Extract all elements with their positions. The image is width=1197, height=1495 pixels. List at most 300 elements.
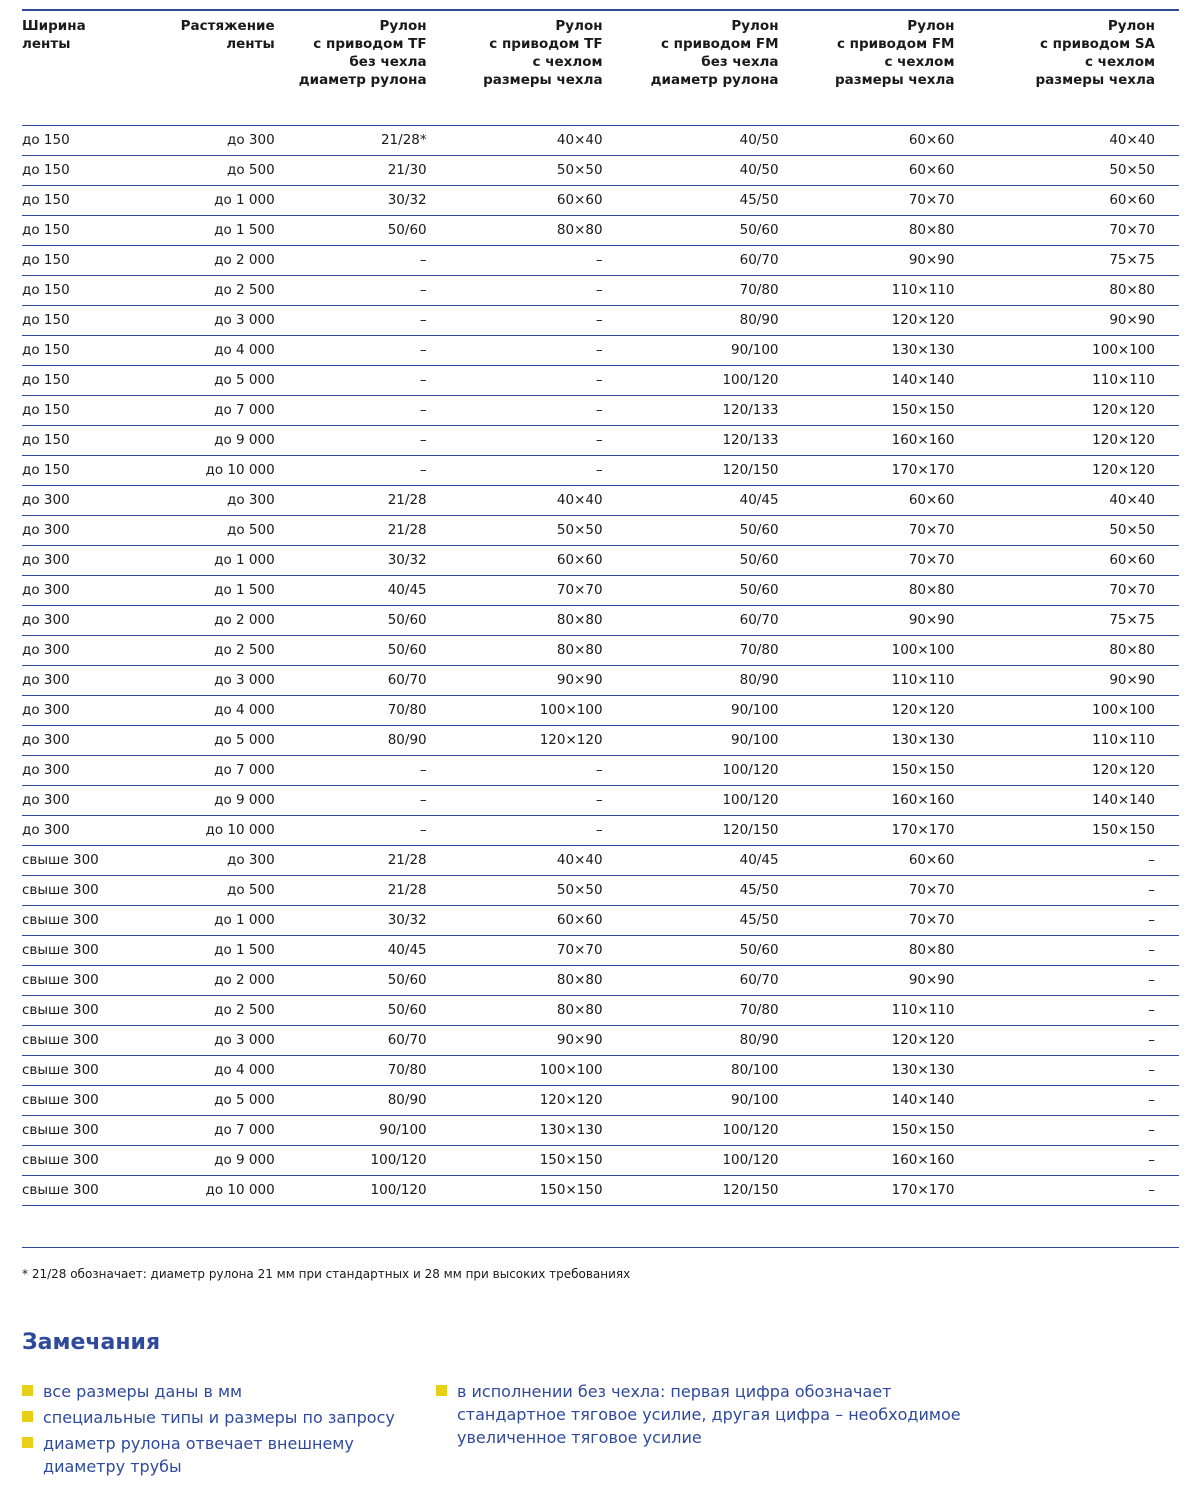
table-cell: 80/90 [275,726,451,756]
table-cell: 50/60 [627,546,803,576]
table-cell: 120×120 [978,756,1179,786]
table-cell: свыше 300 [22,846,124,876]
table-cell: 70×70 [451,576,627,606]
table-cell: 60×60 [451,906,627,936]
table-cell: 60×60 [803,486,979,516]
table-cell: 110×110 [978,726,1179,756]
table-cell: 120×120 [803,1026,979,1056]
table-cell: до 5 000 [124,366,274,396]
table-cell: 90/100 [627,726,803,756]
table-row [22,816,1179,846]
note-text: все размеры даны в мм [43,1382,243,1401]
table-cell: 120×120 [978,396,1179,426]
table-row [22,276,1179,306]
table-cell: до 300 [22,786,124,816]
table-cell: – [978,1146,1179,1176]
table-cell: свыше 300 [22,966,124,996]
table-cell: до 2 000 [124,966,274,996]
table-cell: до 150 [22,126,124,156]
table-cell: 120×120 [803,696,979,726]
table-cell: 90×90 [451,1026,627,1056]
table-cell: 90×90 [803,606,979,636]
table-cell: до 7 000 [124,1116,274,1146]
table-row [22,1086,1179,1116]
table-cell: 90/100 [627,336,803,366]
table-cell: 50/60 [275,216,451,246]
table-cell: 120×120 [978,426,1179,456]
table-cell: 60/70 [275,666,451,696]
table-cell: 170×170 [803,1176,979,1206]
table-cell: до 300 [22,576,124,606]
note-item [22,1432,412,1478]
table-cell: 80×80 [803,216,979,246]
table-cell: 75×75 [978,246,1179,276]
table-cell: 70/80 [275,696,451,726]
table-cell: 160×160 [803,1146,979,1176]
table-cell: – [451,276,627,306]
table-cell: 50/60 [627,516,803,546]
table-row [22,156,1179,186]
table-cell: 75×75 [978,606,1179,636]
table-row [22,786,1179,816]
table-cell: 50×50 [451,876,627,906]
table-cell: до 150 [22,396,124,426]
table-cell: 60/70 [275,1026,451,1056]
table-cell: 70×70 [803,906,979,936]
table-cell: 50/60 [275,606,451,636]
table-row [22,186,1179,216]
table-row [22,846,1179,876]
table-cell: 40/45 [627,846,803,876]
table-cell: 110×110 [803,276,979,306]
table-cell: 40×40 [451,846,627,876]
table-cell: – [275,816,451,846]
table-cell: до 7 000 [124,396,274,426]
note-text: в исполнении без чехла: первая цифра обозначает стандартное тяговое усилие, другая цифра – необходимое увеличенное тяговое усилие [457,1382,961,1447]
table-cell: 21/30 [275,156,451,186]
table-cell: до 150 [22,186,124,216]
table-row [22,546,1179,576]
note-text: диаметр рулона отвечает внешнему диаметру трубы [43,1434,354,1476]
table-cell: 60/70 [627,246,803,276]
table-body [22,126,1179,1206]
table-row [22,1176,1179,1206]
table-cell: до 300 [22,696,124,726]
table-row [22,936,1179,966]
table-cell: 60×60 [803,126,979,156]
notes-title: Замечания [22,1330,161,1355]
table-cell: 70/80 [627,636,803,666]
table-cell: до 10 000 [124,816,274,846]
table-cell: 80×80 [451,636,627,666]
table-cell: до 300 [22,726,124,756]
table-row [22,516,1179,546]
table-cell: 120×120 [451,1086,627,1116]
table-cell: – [451,456,627,486]
table-cell: 120/133 [627,426,803,456]
table-cell: до 300 [22,756,124,786]
table-cell: до 300 [22,486,124,516]
table-cell: 80/90 [627,306,803,336]
table-cell: 50/60 [275,996,451,1026]
table-cell: до 300 [124,486,274,516]
table-cell: до 2 500 [124,996,274,1026]
table-row [22,996,1179,1026]
table-cell: – [451,786,627,816]
table-cell: свыше 300 [22,876,124,906]
table-row [22,366,1179,396]
table-cell: 60/70 [627,966,803,996]
table-cell: свыше 300 [22,1026,124,1056]
table-cell: 100×100 [451,696,627,726]
table-cell: свыше 300 [22,936,124,966]
notes-list-left [22,1380,412,1481]
bottom-rule [22,1247,1179,1248]
table-cell: до 300 [22,816,124,846]
column-header: Рулон с приводом TF без чехла диаметр рулона [275,11,451,126]
table-cell: 150×150 [451,1176,627,1206]
table-row [22,246,1179,276]
table-cell: 40/45 [275,936,451,966]
table-cell: – [451,366,627,396]
table-row [22,756,1179,786]
table-cell: 60×60 [803,156,979,186]
table-cell: 70×70 [803,186,979,216]
note-item [22,1406,412,1429]
table-cell: 40/45 [275,576,451,606]
note-item [22,1380,412,1403]
table-cell: 50/60 [627,216,803,246]
table-cell: 45/50 [627,186,803,216]
table-cell: 80×80 [451,216,627,246]
table-cell: до 300 [22,636,124,666]
table-cell: 50/60 [627,936,803,966]
table-cell: – [275,276,451,306]
table-cell: 160×160 [803,786,979,816]
square-bullet-icon [22,1437,33,1448]
table-row [22,876,1179,906]
table-cell: 40/50 [627,126,803,156]
table-cell: 40×40 [451,486,627,516]
table-cell: до 2 500 [124,276,274,306]
table-cell: – [451,426,627,456]
table-cell: 160×160 [803,426,979,456]
table-cell: до 150 [22,366,124,396]
table-cell: 45/50 [627,876,803,906]
table-cell: 140×140 [978,786,1179,816]
table-cell: 70/80 [275,1056,451,1086]
table-cell: 60/70 [627,606,803,636]
table-cell: 130×130 [451,1116,627,1146]
table-cell: 50/60 [627,576,803,606]
table-cell: 80×80 [451,606,627,636]
table-cell: 120/150 [627,456,803,486]
table-cell: до 150 [22,246,124,276]
table-cell: 150×150 [978,816,1179,846]
table-cell: – [978,1026,1179,1056]
table-cell: до 4 000 [124,696,274,726]
table-cell: – [451,246,627,276]
table-cell: 100/120 [627,756,803,786]
table-row [22,606,1179,636]
table-cell: до 300 [124,846,274,876]
table-cell: 90×90 [978,666,1179,696]
table-row [22,396,1179,426]
table-cell: 21/28 [275,516,451,546]
table-cell: 21/28 [275,486,451,516]
table-cell: 140×140 [803,1086,979,1116]
table-cell: до 150 [22,276,124,306]
table-cell: – [275,306,451,336]
table-cell: до 4 000 [124,336,274,366]
table-cell: 150×150 [803,756,979,786]
table-cell: 150×150 [803,1116,979,1146]
table-cell: до 500 [124,516,274,546]
table-cell: 60×60 [451,186,627,216]
column-header: Рулон с приводом FM без чехла диаметр рулона [627,11,803,126]
column-header: Растяжение ленты [124,11,274,126]
table-cell: – [275,336,451,366]
table-cell: 140×140 [803,366,979,396]
table-row [22,966,1179,996]
table-cell: 100×100 [978,336,1179,366]
column-header: Ширина ленты [22,11,124,126]
table-cell: до 150 [22,426,124,456]
table-cell: 80×80 [451,996,627,1026]
table-cell: 40/45 [627,486,803,516]
table-header-row [22,11,1179,126]
table-cell: 130×130 [803,1056,979,1086]
table-cell: до 1 500 [124,216,274,246]
table-cell: до 150 [22,216,124,246]
table-cell: до 9 000 [124,786,274,816]
table-cell: 100/120 [275,1176,451,1206]
table-cell: 80/90 [275,1086,451,1116]
table-cell: 80×80 [978,276,1179,306]
table-cell: до 300 [124,126,274,156]
table-cell: 70/80 [627,276,803,306]
table-row [22,726,1179,756]
table-cell: 50×50 [978,156,1179,186]
notes-list-right [436,1380,976,1452]
table-cell: до 300 [22,546,124,576]
table-cell: – [451,336,627,366]
table-row [22,576,1179,606]
table-cell: 100/120 [627,1116,803,1146]
table-cell: до 1 000 [124,186,274,216]
table-cell: до 150 [22,456,124,486]
column-header: Рулон с приводом TF с чехлом размеры чехла [451,11,627,126]
table-cell: до 2 500 [124,636,274,666]
table-cell: до 1 000 [124,906,274,936]
table-cell: 80/90 [627,1026,803,1056]
table-cell: до 3 000 [124,666,274,696]
table-cell: – [978,996,1179,1026]
table-cell: 70×70 [803,546,979,576]
table-cell: 40/50 [627,156,803,186]
table-cell: – [275,756,451,786]
table-cell: 80/90 [627,666,803,696]
square-bullet-icon [22,1385,33,1396]
table-cell: 120×120 [978,456,1179,486]
table-cell: 60×60 [451,546,627,576]
table-cell: – [978,846,1179,876]
table-cell: 150×150 [803,396,979,426]
table-cell: до 9 000 [124,1146,274,1176]
table-cell: 80×80 [451,966,627,996]
table-cell: 80/100 [627,1056,803,1086]
table-cell: 120×120 [451,726,627,756]
table-cell: 60×60 [803,846,979,876]
table-cell: 30/32 [275,546,451,576]
table-cell: 100×100 [451,1056,627,1086]
table-cell: 110×110 [803,996,979,1026]
table-row [22,666,1179,696]
table-cell: до 1 500 [124,576,274,606]
table-cell: – [275,786,451,816]
table-cell: – [978,936,1179,966]
table-cell: 100/120 [627,786,803,816]
table-cell: – [451,756,627,786]
footnote: * 21/28 обозначает: диаметр рулона 21 мм при стандартных и 28 мм при высоких требованиях [22,1267,631,1281]
table-cell: 100×100 [978,696,1179,726]
table-cell: 70×70 [978,576,1179,606]
table-row [22,696,1179,726]
table-cell: 70/80 [627,996,803,1026]
table-cell: до 10 000 [124,456,274,486]
table-cell: 21/28 [275,846,451,876]
table-cell: до 9 000 [124,426,274,456]
table-cell: 70×70 [978,216,1179,246]
table-cell: 70×70 [451,936,627,966]
table-row [22,336,1179,366]
table-cell: 110×110 [978,366,1179,396]
table-cell: – [275,426,451,456]
table-cell: 50×50 [978,516,1179,546]
table-cell: до 1 500 [124,936,274,966]
table-cell: – [978,1116,1179,1146]
table-cell: свыше 300 [22,996,124,1026]
table-cell: 60×60 [978,546,1179,576]
table-row [22,426,1179,456]
table-cell: свыше 300 [22,1116,124,1146]
table-cell: до 2 000 [124,606,274,636]
table-row [22,216,1179,246]
table-cell: – [978,906,1179,936]
table-row [22,306,1179,336]
table-cell: 120/150 [627,816,803,846]
table-row [22,456,1179,486]
table-cell: 40×40 [451,126,627,156]
spec-table [22,11,1179,1206]
table-cell: до 1 000 [124,546,274,576]
table-row [22,126,1179,156]
square-bullet-icon [22,1411,33,1422]
table-cell: 21/28* [275,126,451,156]
table-cell: – [978,1056,1179,1086]
table-cell: свыше 300 [22,1086,124,1116]
table-cell: до 5 000 [124,1086,274,1116]
table-cell: 60×60 [978,186,1179,216]
table-cell: до 150 [22,156,124,186]
table-cell: 120/150 [627,1176,803,1206]
table-cell: 50/60 [275,966,451,996]
table-cell: – [451,306,627,336]
table-cell: 90/100 [627,696,803,726]
table-row [22,1116,1179,1146]
table-cell: до 500 [124,156,274,186]
table-cell: 90×90 [803,966,979,996]
table-cell: 90/100 [627,1086,803,1116]
table-cell: 130×130 [803,726,979,756]
table-cell: свыше 300 [22,1146,124,1176]
table-cell: до 150 [22,306,124,336]
table-cell: до 2 000 [124,246,274,276]
table-cell: до 10 000 [124,1176,274,1206]
square-bullet-icon [436,1385,447,1396]
table-cell: 45/50 [627,906,803,936]
table-cell: 100/120 [627,1146,803,1176]
table-cell: – [275,396,451,426]
table-cell: до 500 [124,876,274,906]
table-cell: 70×70 [803,516,979,546]
table-cell: 40×40 [978,486,1179,516]
table-cell: 120/133 [627,396,803,426]
table-cell: 50×50 [451,156,627,186]
table-cell: 90/100 [275,1116,451,1146]
table-cell: до 4 000 [124,1056,274,1086]
table-cell: 70×70 [803,876,979,906]
table-cell: до 3 000 [124,306,274,336]
table-row [22,906,1179,936]
table-row [22,1146,1179,1176]
note-item [436,1380,976,1449]
table-cell: 100×100 [803,636,979,666]
table-cell: 110×110 [803,666,979,696]
table-cell: до 300 [22,666,124,696]
table-cell: 120×120 [803,306,979,336]
table-cell: 90×90 [451,666,627,696]
column-header: Рулон с приводом SA с чехлом размеры чехла [978,11,1179,126]
column-header: Рулон с приводом FM с чехлом размеры чехла [803,11,979,126]
table-cell: 90×90 [803,246,979,276]
table-cell: 150×150 [451,1146,627,1176]
table-row [22,636,1179,666]
table-cell: 170×170 [803,816,979,846]
table-cell: 90×90 [978,306,1179,336]
table-cell: – [978,1176,1179,1206]
note-text: специальные типы и размеры по запросу [43,1408,395,1427]
table-cell: 40×40 [978,126,1179,156]
table-row [22,486,1179,516]
table-cell: 50×50 [451,516,627,546]
table-cell: – [275,366,451,396]
table-cell: 21/28 [275,876,451,906]
table-cell: – [978,966,1179,996]
table-cell: свыше 300 [22,906,124,936]
table-cell: 80×80 [978,636,1179,666]
table-cell: свыше 300 [22,1176,124,1206]
table-cell: до 5 000 [124,726,274,756]
table-cell: до 3 000 [124,1026,274,1056]
table-cell: свыше 300 [22,1056,124,1086]
table-row [22,1056,1179,1086]
table-cell: – [978,1086,1179,1116]
table-cell: 80×80 [803,936,979,966]
table-cell: 170×170 [803,456,979,486]
table-row [22,1026,1179,1056]
table-cell: до 7 000 [124,756,274,786]
